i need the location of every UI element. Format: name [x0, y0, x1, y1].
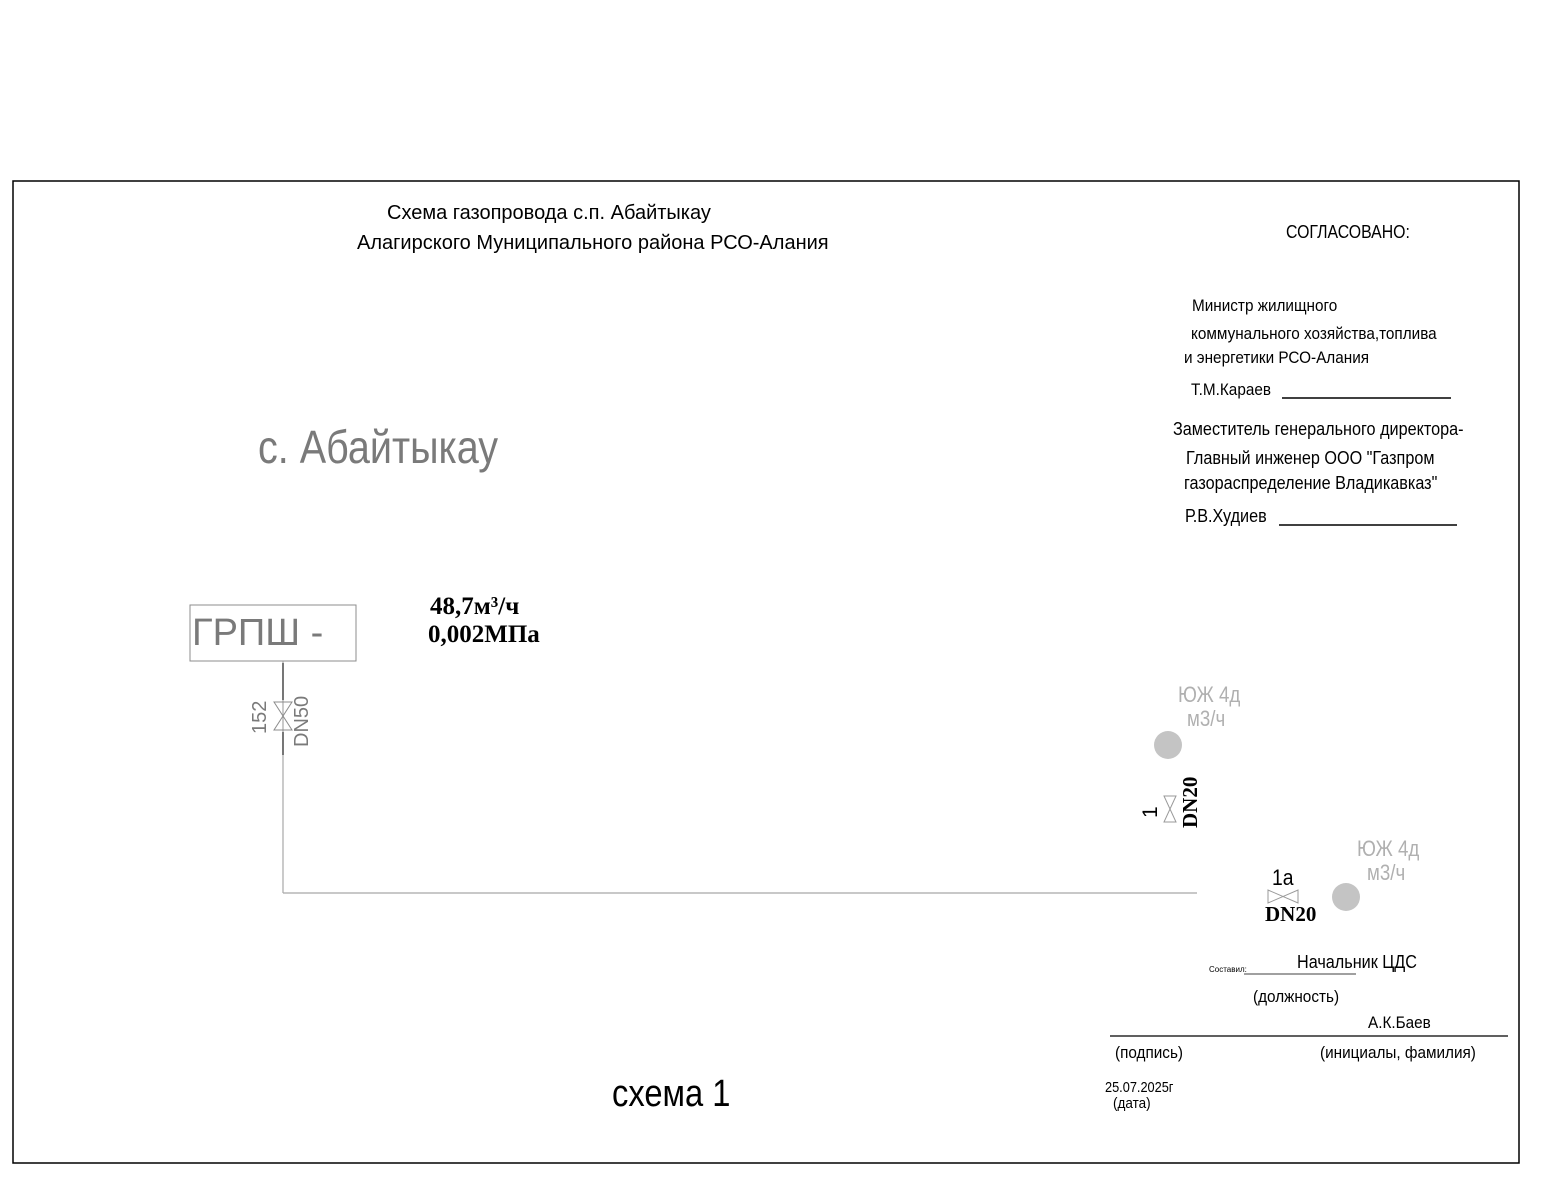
consumer-2-dot: [1332, 883, 1360, 911]
main-valve-number: 152: [249, 700, 271, 734]
approval-heading: СОГЛАСОВАНО:: [1286, 222, 1410, 242]
composer-name: А.К.Баев: [1368, 1013, 1431, 1032]
main-valve-dn: DN50: [291, 695, 313, 747]
composed-label: Составил:: [1209, 965, 1247, 974]
grpsh-label: ГРПШ -: [192, 612, 324, 654]
minister-signer: Т.М.Караев: [1191, 380, 1271, 399]
flow-value: 48,7м³/ч: [430, 593, 520, 620]
signature-caption: (подпись): [1115, 1043, 1184, 1062]
branch-valve-1a-number: 1а: [1272, 865, 1294, 890]
consumer-1-label-line1: ЮЖ 4д: [1178, 682, 1241, 707]
minister-line2: коммунального хозяйства,топлива: [1191, 324, 1437, 343]
position-caption: (должность): [1253, 987, 1340, 1006]
branch-valve-1-dn: DN20: [1178, 776, 1202, 828]
consumer-2-label-line1: ЮЖ 4д: [1357, 836, 1420, 861]
deputy-line1: Заместитель генерального директора-: [1173, 419, 1464, 439]
branch-valve-1-number: 1: [1139, 806, 1162, 818]
branch-valve-1-icon: [1164, 796, 1176, 822]
deputy-line2: Главный инженер ООО "Газпром: [1186, 448, 1435, 468]
deputy-signer: Р.В.Худиев: [1185, 506, 1267, 526]
consumer-1-label-line2: м3/ч: [1187, 706, 1226, 731]
scheme-title-line2: Алагирского Муниципального района РСО-Алания: [357, 232, 829, 254]
consumer-1-dot: [1154, 731, 1182, 759]
composer-position: Начальник ЦДС: [1297, 952, 1417, 972]
name-caption: (инициалы, фамилия): [1320, 1043, 1476, 1062]
minister-line1: Министр жилищного: [1192, 296, 1338, 315]
scheme-number-label: схема 1: [612, 1073, 731, 1115]
date-caption: (дата): [1113, 1095, 1151, 1112]
branch-valve-1a-dn: DN20: [1265, 902, 1317, 926]
deputy-line3: газораспределение Владикавказ": [1184, 473, 1438, 493]
composed-date: 25.07.2025г: [1105, 1079, 1174, 1096]
village-label: с. Абайтыкау: [258, 421, 499, 473]
pressure-value: 0,002МПа: [428, 621, 540, 648]
scheme-title-line1: Схема газопровода с.п. Абайтыкау: [387, 202, 711, 224]
consumer-2-label-line2: м3/ч: [1367, 860, 1406, 885]
minister-line3: и энергетики РСО-Алания: [1184, 348, 1370, 367]
